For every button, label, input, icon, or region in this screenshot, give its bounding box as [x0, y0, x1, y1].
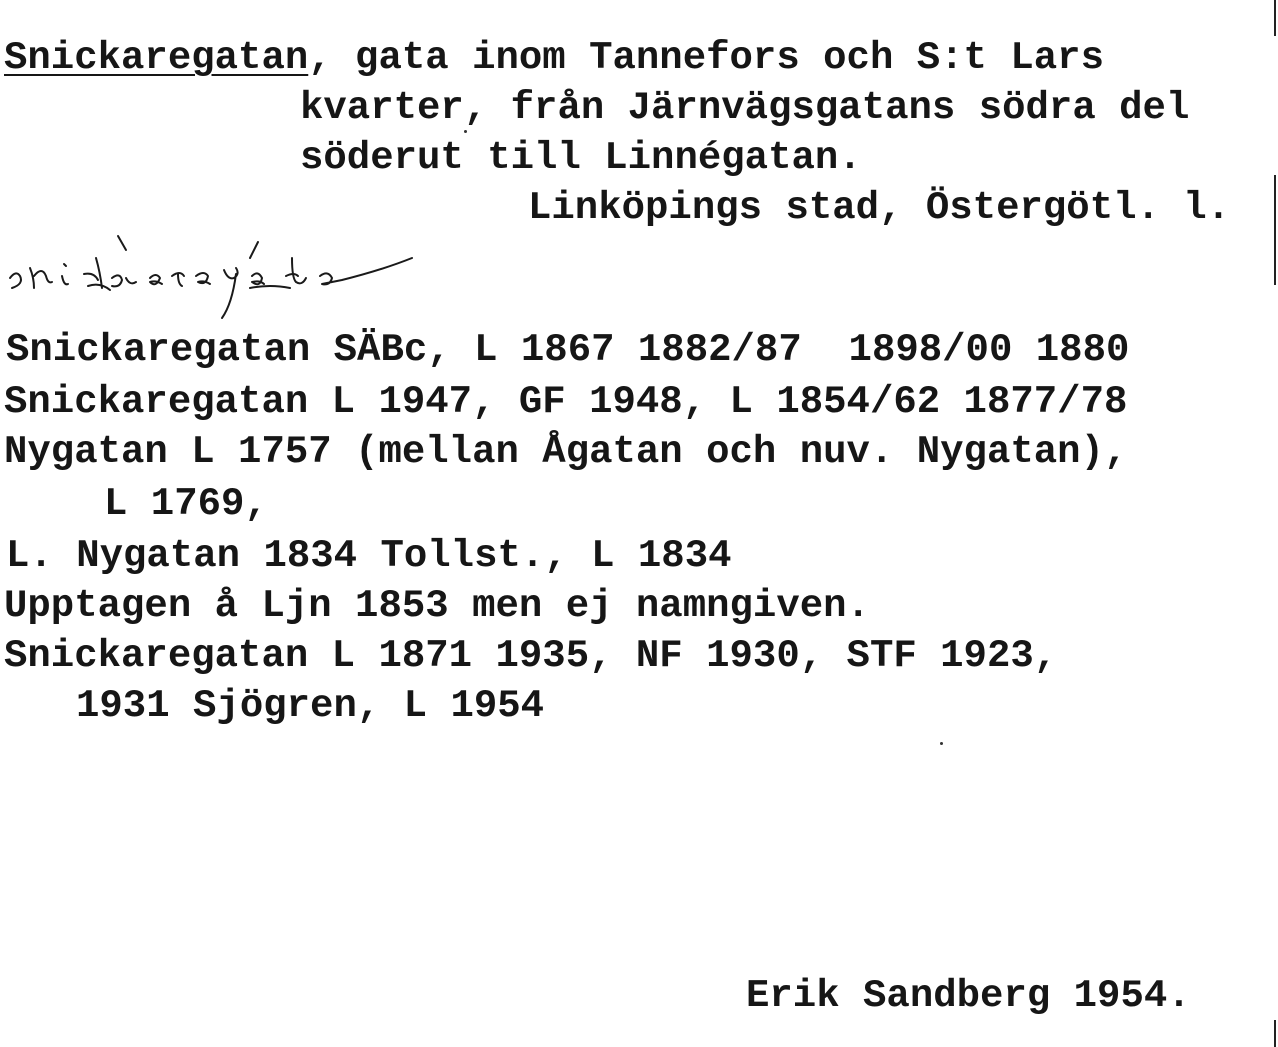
- card-edge-mark-mid: [1274, 175, 1276, 285]
- record-line-6: Upptagen å Ljn 1853 men ej namngiven.: [4, 584, 870, 628]
- card-edge-mark-bottom: [1274, 1020, 1276, 1047]
- record-line-1: Snickaregatan SÄBc, L 1867 1882/87 1898/00 1880: [6, 328, 1130, 372]
- header-line-1: [4, 34, 1104, 82]
- header-line-1-rest: , gata inom Tannefors och S:t Lars: [308, 36, 1104, 80]
- record-line-5: L. Nygatan 1834 Tollst., L 1834: [6, 534, 732, 578]
- speck: [464, 130, 467, 133]
- speck: [940, 742, 943, 745]
- header-line-2: kvarter, från Järnvägsgatans södra del: [300, 86, 1190, 130]
- record-line-2: Snickaregatan L 1947, GF 1948, L 1854/62 1877/78: [4, 380, 1128, 424]
- location-line: Linköpings stad, Östergötl. l.: [528, 186, 1231, 230]
- record-line-4: L 1769,: [104, 482, 268, 526]
- header-line-3: söderut till Linnégatan.: [300, 136, 862, 180]
- record-line-8: 1931 Sjögren, L 1954: [76, 684, 545, 728]
- headword: Snickaregatan: [4, 36, 309, 80]
- handwritten-pronunciation: [0, 228, 520, 323]
- record-line-7: Snickaregatan L 1871 1935, NF 1930, STF 1923,: [4, 634, 1058, 678]
- signature: Erik Sandberg 1954.: [746, 974, 1191, 1018]
- card-edge-mark-top: [1274, 0, 1276, 36]
- record-line-3: Nygatan L 1757 (mellan Ågatan och nuv. Nygatan),: [4, 430, 1128, 474]
